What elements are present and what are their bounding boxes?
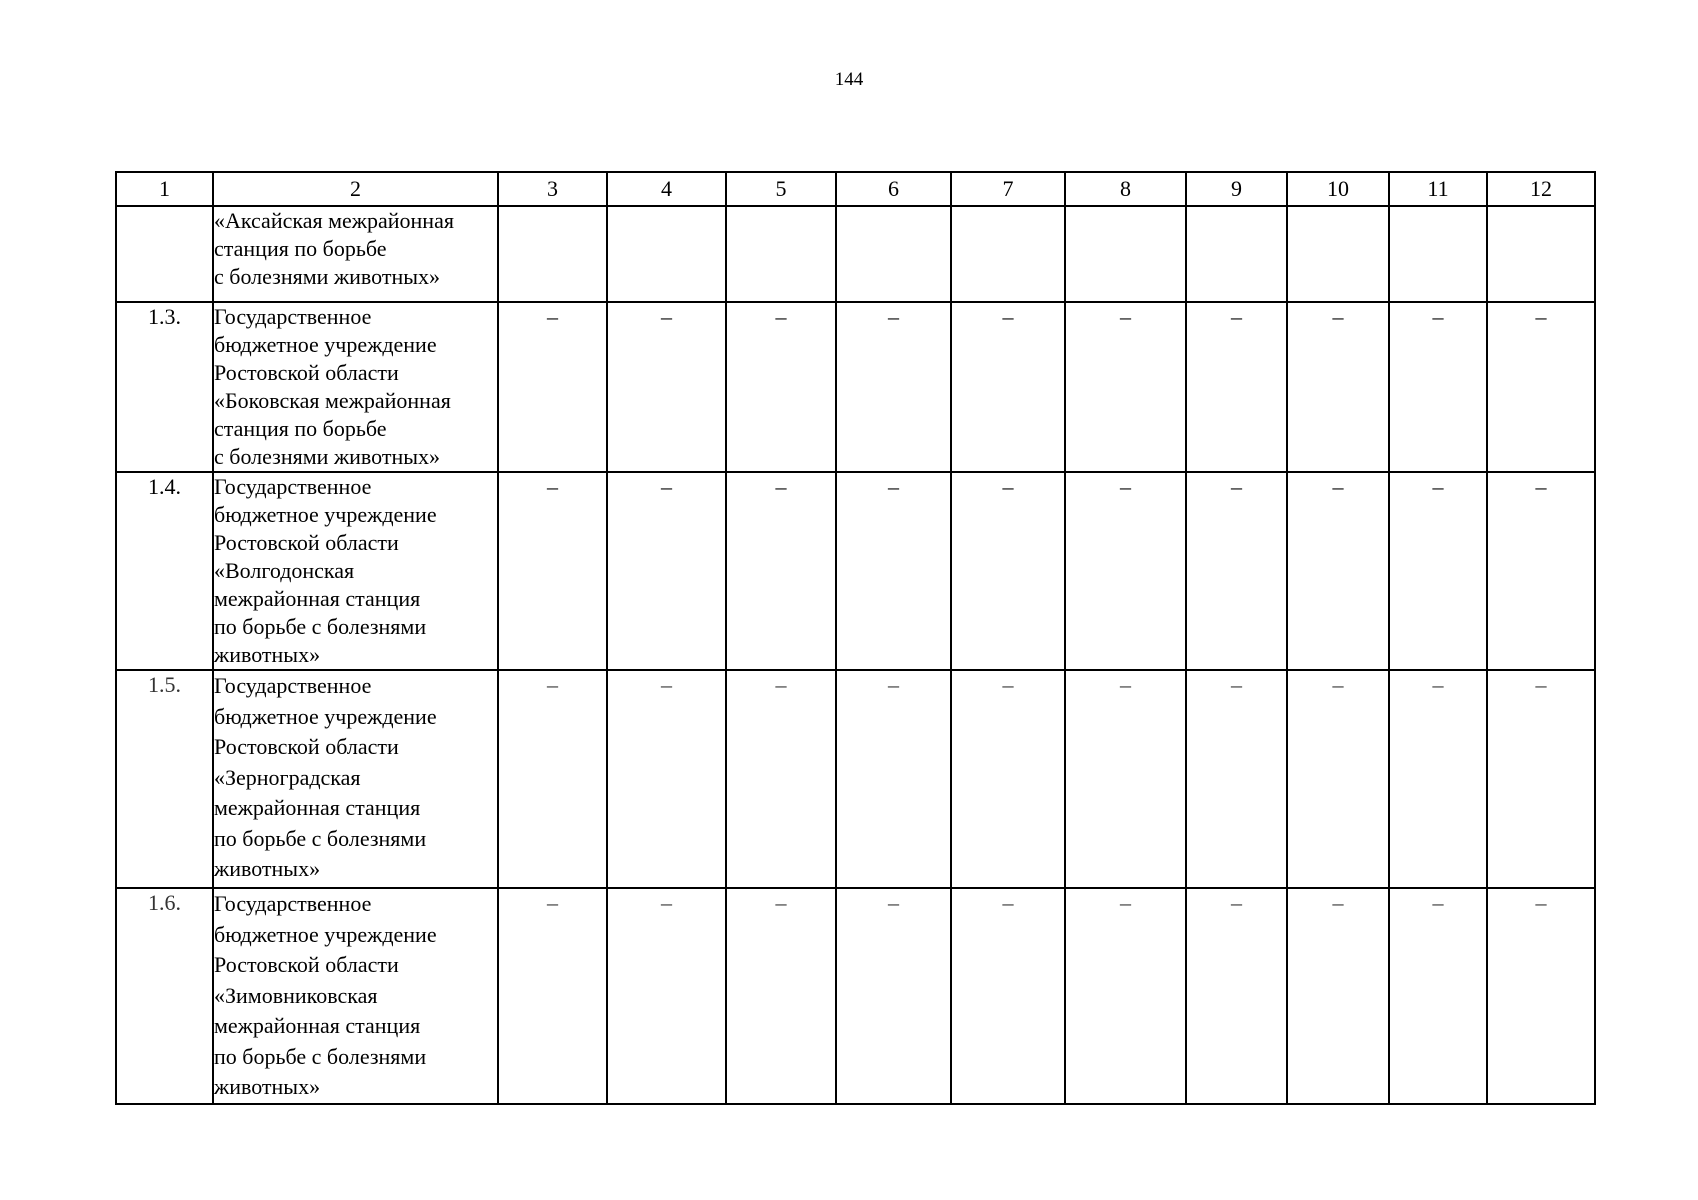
value-cell: –: [607, 472, 726, 670]
column-header: 2: [213, 172, 498, 206]
page-number: 144: [834, 69, 864, 90]
institution-name: Государственное бюджетное учреждение Ростовской области «Волгодонская межрайонная станция по борьбе с болезнями животных»: [213, 472, 498, 670]
value-cell: –: [836, 302, 951, 472]
value-cell: –: [498, 472, 607, 670]
data-table: [115, 171, 1596, 1105]
value-cell: –: [726, 472, 836, 670]
value-cell: [726, 206, 836, 302]
value-cell: –: [836, 888, 951, 1104]
value-cell: [836, 206, 951, 302]
value-cell: –: [607, 888, 726, 1104]
table-row: [116, 206, 1595, 302]
column-header: 6: [836, 172, 951, 206]
table-row: [116, 670, 1595, 888]
value-cell: –: [1065, 888, 1186, 1104]
column-header: 1: [116, 172, 213, 206]
value-cell: –: [726, 888, 836, 1104]
value-cell: –: [1287, 888, 1389, 1104]
column-header: 7: [951, 172, 1065, 206]
value-cell: –: [1287, 472, 1389, 670]
value-cell: –: [951, 670, 1065, 888]
institution-name: Государственное бюджетное учреждение Ростовской области «Зимовниковская межрайонная станция по борьбе с болезнями животных»: [213, 888, 498, 1104]
column-header: 10: [1287, 172, 1389, 206]
value-cell: –: [1487, 302, 1595, 472]
column-header: 9: [1186, 172, 1287, 206]
table-row: [116, 888, 1595, 1104]
value-cell: –: [836, 472, 951, 670]
column-header: 3: [498, 172, 607, 206]
row-number: 1.5.: [116, 670, 213, 888]
value-cell: –: [726, 302, 836, 472]
row-number: 1.4.: [116, 472, 213, 670]
table-row: [116, 472, 1595, 670]
table-row: [116, 302, 1595, 472]
institution-name: Государственное бюджетное учреждение Ростовской области «Зерноградская межрайонная станция по борьбе с болезнями животных»: [213, 670, 498, 888]
institution-name: Государственное бюджетное учреждение Ростовской области «Боковская межрайонная станция по борьбе с болезнями животных»: [213, 302, 498, 472]
value-cell: –: [1065, 302, 1186, 472]
value-cell: –: [498, 670, 607, 888]
row-number: 1.6.: [116, 888, 213, 1104]
value-cell: –: [1065, 670, 1186, 888]
value-cell: –: [607, 302, 726, 472]
value-cell: [498, 206, 607, 302]
value-cell: –: [1287, 302, 1389, 472]
value-cell: –: [1487, 888, 1595, 1104]
value-cell: –: [498, 302, 607, 472]
value-cell: –: [836, 670, 951, 888]
value-cell: –: [1186, 670, 1287, 888]
value-cell: [1287, 206, 1389, 302]
value-cell: [1389, 206, 1487, 302]
column-header: 8: [1065, 172, 1186, 206]
value-cell: [1186, 206, 1287, 302]
row-number: 1.3.: [116, 302, 213, 472]
value-cell: –: [1186, 888, 1287, 1104]
column-header: 5: [726, 172, 836, 206]
value-cell: –: [1389, 888, 1487, 1104]
value-cell: –: [498, 888, 607, 1104]
value-cell: –: [951, 888, 1065, 1104]
value-cell: –: [1487, 670, 1595, 888]
column-header: 4: [607, 172, 726, 206]
column-header: 12: [1487, 172, 1595, 206]
value-cell: –: [951, 302, 1065, 472]
value-cell: –: [1487, 472, 1595, 670]
value-cell: –: [1287, 670, 1389, 888]
value-cell: –: [1389, 302, 1487, 472]
value-cell: –: [1389, 670, 1487, 888]
value-cell: –: [1389, 472, 1487, 670]
value-cell: [1065, 206, 1186, 302]
value-cell: –: [951, 472, 1065, 670]
row-number: [116, 206, 213, 302]
value-cell: –: [726, 670, 836, 888]
value-cell: –: [1186, 302, 1287, 472]
column-header: 11: [1389, 172, 1487, 206]
value-cell: [607, 206, 726, 302]
table-header-row: [116, 172, 1595, 206]
value-cell: –: [607, 670, 726, 888]
institution-name: «Аксайская межрайонная станция по борьбе с болезнями животных»: [213, 206, 498, 302]
value-cell: [1487, 206, 1595, 302]
value-cell: –: [1186, 472, 1287, 670]
value-cell: –: [1065, 472, 1186, 670]
value-cell: [951, 206, 1065, 302]
